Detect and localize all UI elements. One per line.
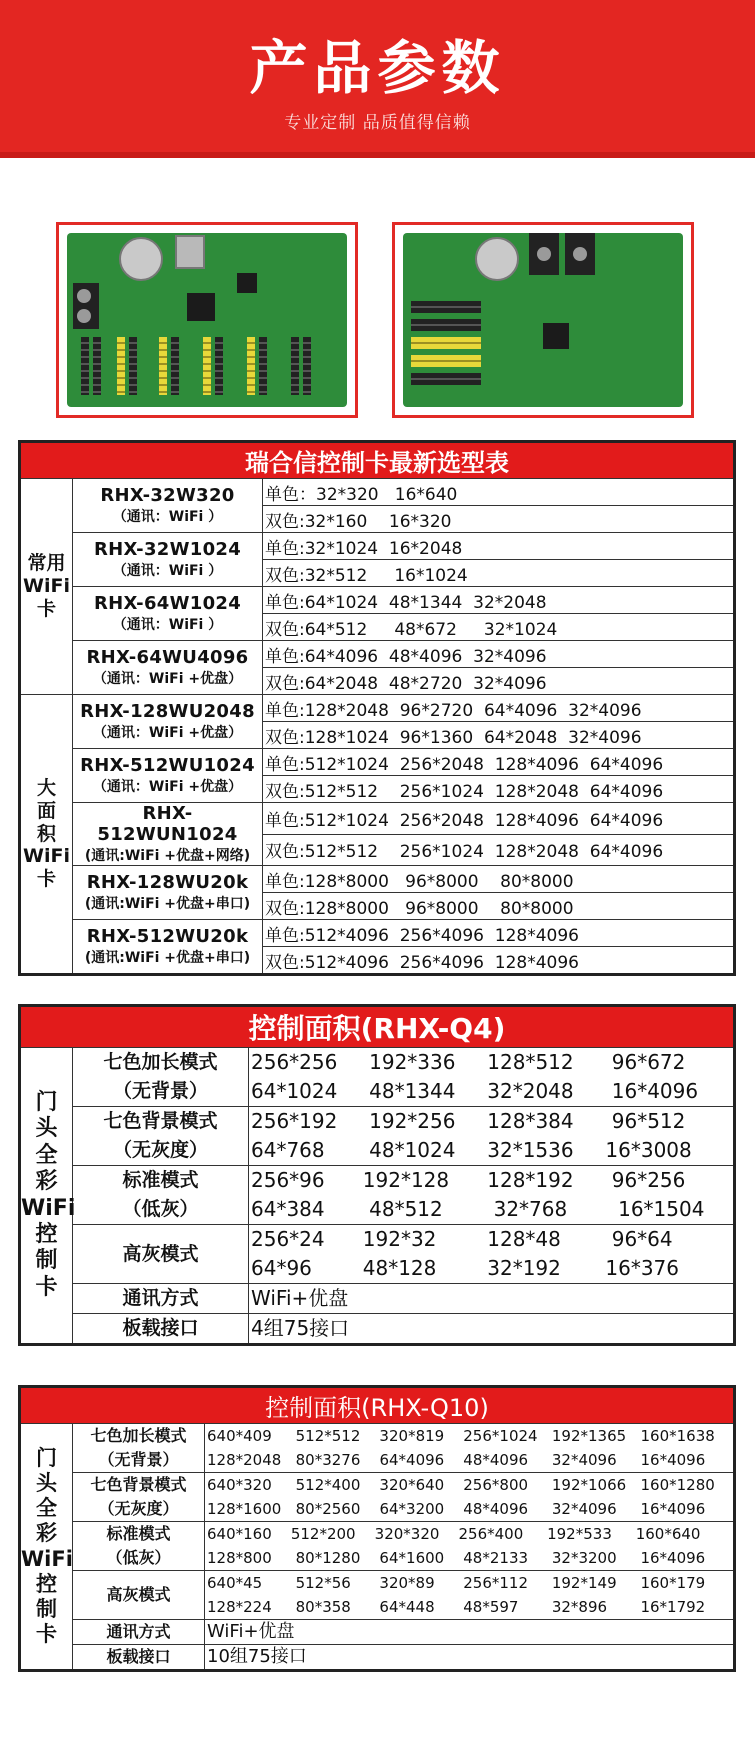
mode-note: （无背景） [112,1080,208,1102]
q10-table-title: 控制面积(RHX-Q10) [20,1387,735,1424]
model-name: RHX-128WU2048 [80,701,255,722]
q4-spec-table [18,1004,736,1346]
model-name: RHX-512WU20k [86,926,249,947]
wifi-control-card-board-photo [403,233,683,407]
category-label: 门 头 全 彩 WiFi 控 制 卡 [20,1424,73,1671]
dual-spec: 双色:64*512 48*672 32*1024 [263,614,735,641]
mode-values [249,1107,735,1166]
mode-row [20,1048,735,1107]
model-comm: （通讯：WiFi ） [112,563,223,579]
values-line: 640*409 512*512 320*819 256*1024 192*1365 160*1638 [207,1427,715,1445]
mode-row [20,1166,735,1225]
dual-spec: 双色:128*1024 96*1360 64*2048 32*4096 [263,722,735,749]
mode-name: 七色背景模式 [103,1110,218,1132]
mode-name: 标准模式 [122,1169,199,1191]
model-name: RHX-512WU1024 [80,755,255,776]
table-row [20,749,735,776]
dual-spec: 双色:64*2048 48*2720 32*4096 [263,668,735,695]
mode-note: （无灰度） [112,1139,208,1161]
comm-value: WiFi+优盘 [205,1620,735,1645]
table-row [20,533,735,560]
product-photo-2 [392,222,694,418]
table-row [20,695,735,722]
mode-values [205,1473,735,1522]
values-line: 64*1024 48*1344 32*2048 16*4096 [251,1079,699,1103]
mono-spec: 单色:32*1024 16*2048 [263,533,735,560]
mode-values [249,1048,735,1107]
model-name: RHX-512WUN1024 [97,803,238,845]
values-line: 64*768 48*1024 32*1536 16*3008 [251,1138,692,1162]
model-cell [73,533,263,587]
mode-row [20,1107,735,1166]
table-row [20,587,735,614]
values-line: 128*1600 80*2560 64*3200 48*4096 32*4096 16*4096 [207,1500,706,1518]
model-name: RHX-64WU4096 [86,647,249,668]
mode-note: （低灰） [106,1548,171,1567]
model-comm: (通讯:WiFi +优盘+串口) [84,896,251,912]
mono-spec: 单色:128*2048 96*2720 64*4096 32*4096 [263,695,735,722]
mono-spec: 单色:512*1024 256*2048 128*4096 64*4096 [263,749,735,776]
values-line: 256*96 192*128 128*192 96*256 [251,1168,686,1192]
port-value: 4组75接口 [249,1314,735,1345]
model-comm: (通讯:WiFi +优盘+串口) [84,950,251,966]
wifi-control-card-board-photo [67,233,347,407]
selection-table-title: 瑞合信控制卡最新选型表 [20,442,735,479]
mode-name-cell [73,1225,249,1284]
values-line: 64*96 48*128 32*192 16*376 [251,1256,679,1280]
dual-spec: 双色:128*8000 96*8000 80*8000 [263,893,735,920]
page-title: 产品参数 [249,34,506,102]
mode-row [20,1473,735,1522]
mode-name: 高灰模式 [106,1585,171,1604]
table-row [20,920,735,947]
mode-name-cell [73,1107,249,1166]
model-name: RHX-32W320 [100,485,235,506]
values-line: 128*2048 80*3276 64*4096 48*4096 32*4096 16*4096 [207,1451,706,1469]
values-line: 256*256 192*336 128*512 96*672 [251,1050,686,1074]
mode-values [205,1522,735,1571]
comm-value: WiFi+优盘 [249,1284,735,1314]
info-row [20,1284,735,1314]
q10-spec-table [18,1385,736,1672]
model-cell [73,695,263,749]
mode-row [20,1522,735,1571]
model-comm: （通讯：WiFi +优盘） [92,671,243,687]
model-name: RHX-128WU20k [86,872,249,893]
mode-values [249,1225,735,1284]
table-row [20,641,735,668]
mono-spec: 单色:64*4096 48*4096 32*4096 [263,641,735,668]
mode-name: 七色背景模式 [90,1475,187,1494]
model-cell [73,587,263,641]
category-label: 大 面 积 WiFi 卡 [20,695,73,975]
model-cell [73,479,263,533]
dual-spec: 双色:512*512 256*1024 128*2048 64*4096 [263,776,735,803]
q4-table-title: 控制面积(RHX-Q4) [20,1006,735,1048]
dual-spec: 双色:32*512 16*1024 [263,560,735,587]
selection-table [18,440,736,976]
mode-name: 七色加长模式 [103,1051,218,1073]
model-cell [73,920,263,975]
values-line: 128*800 80*1280 64*1600 48*2133 32*3200 16*4096 [207,1549,706,1567]
port-label: 板载接口 [73,1645,205,1671]
values-line: 256*192 192*256 128*384 96*512 [251,1109,686,1133]
mode-values [205,1571,735,1620]
port-label: 板载接口 [73,1314,249,1345]
mode-values [205,1424,735,1473]
info-row [20,1620,735,1645]
category-label: 门 头 全 彩 WiFi 控 制 卡 [20,1048,73,1345]
mono-spec: 单色:512*1024 256*2048 128*4096 64*4096 [263,803,735,835]
header-banner [0,0,755,158]
model-cell [73,866,263,920]
dual-spec: 双色:512*512 256*1024 128*2048 64*4096 [263,834,735,866]
mode-name-cell [73,1522,205,1571]
mode-note: （低灰） [122,1198,199,1220]
mode-note: （无灰度） [98,1499,179,1518]
model-name: RHX-32W1024 [93,539,242,560]
model-name: RHX-64W1024 [93,593,242,614]
mono-spec: 单色：32*320 16*640 [263,479,735,506]
model-cell [73,641,263,695]
values-line: 640*160 512*200 320*320 256*400 192*533 160*640 [207,1525,701,1543]
mono-spec: 单色:64*1024 48*1344 32*2048 [263,587,735,614]
info-row [20,1645,735,1671]
info-row [20,1314,735,1345]
dual-spec: 双色:32*160 16*320 [263,506,735,533]
dual-spec: 双色:512*4096 256*4096 128*4096 [263,947,735,975]
model-cell [73,749,263,803]
mode-name: 标准模式 [106,1524,171,1543]
product-photo-1 [56,222,358,418]
port-value: 10组75接口 [205,1645,735,1671]
values-line: 640*45 512*56 320*89 256*112 192*149 160*179 [207,1574,706,1592]
model-comm: （通讯：WiFi ） [112,617,223,633]
mode-name: 高灰模式 [122,1242,199,1265]
mode-name-cell [73,1571,205,1620]
values-line: 256*24 192*32 128*48 96*64 [251,1227,673,1251]
model-cell [73,803,263,866]
values-line: 64*384 48*512 32*768 16*1504 [251,1197,705,1221]
mono-spec: 单色:128*8000 96*8000 80*8000 [263,866,735,893]
mode-name-cell [73,1473,205,1522]
mode-name-cell [73,1424,205,1473]
model-comm: (通讯:WiFi +优盘+网络) [84,848,251,864]
category-label: 常用 WiFi 卡 [20,479,73,695]
mode-name: 七色加长模式 [90,1426,187,1445]
model-comm: （通讯：WiFi ） [112,509,223,525]
model-comm: （通讯：WiFi +优盘） [92,725,243,741]
mode-note: （无背景） [98,1450,179,1469]
values-line: 640*320 512*400 320*640 256*800 192*1066 160*1280 [207,1476,715,1494]
model-comm: （通讯：WiFi +优盘） [92,779,243,795]
table-row [20,866,735,893]
table-row [20,479,735,506]
mode-row [20,1225,735,1284]
comm-label: 通讯方式 [73,1284,249,1314]
table-row [20,803,735,835]
mode-name-cell [73,1048,249,1107]
mode-values [249,1166,735,1225]
mono-spec: 单色:512*4096 256*4096 128*4096 [263,920,735,947]
mode-row [20,1571,735,1620]
comm-label: 通讯方式 [73,1620,205,1645]
page-subtitle: 专业定制 品质值得信赖 [284,113,471,133]
mode-row [20,1424,735,1473]
mode-name-cell [73,1166,249,1225]
values-line: 128*224 80*358 64*448 48*597 32*896 16*1792 [207,1598,706,1616]
